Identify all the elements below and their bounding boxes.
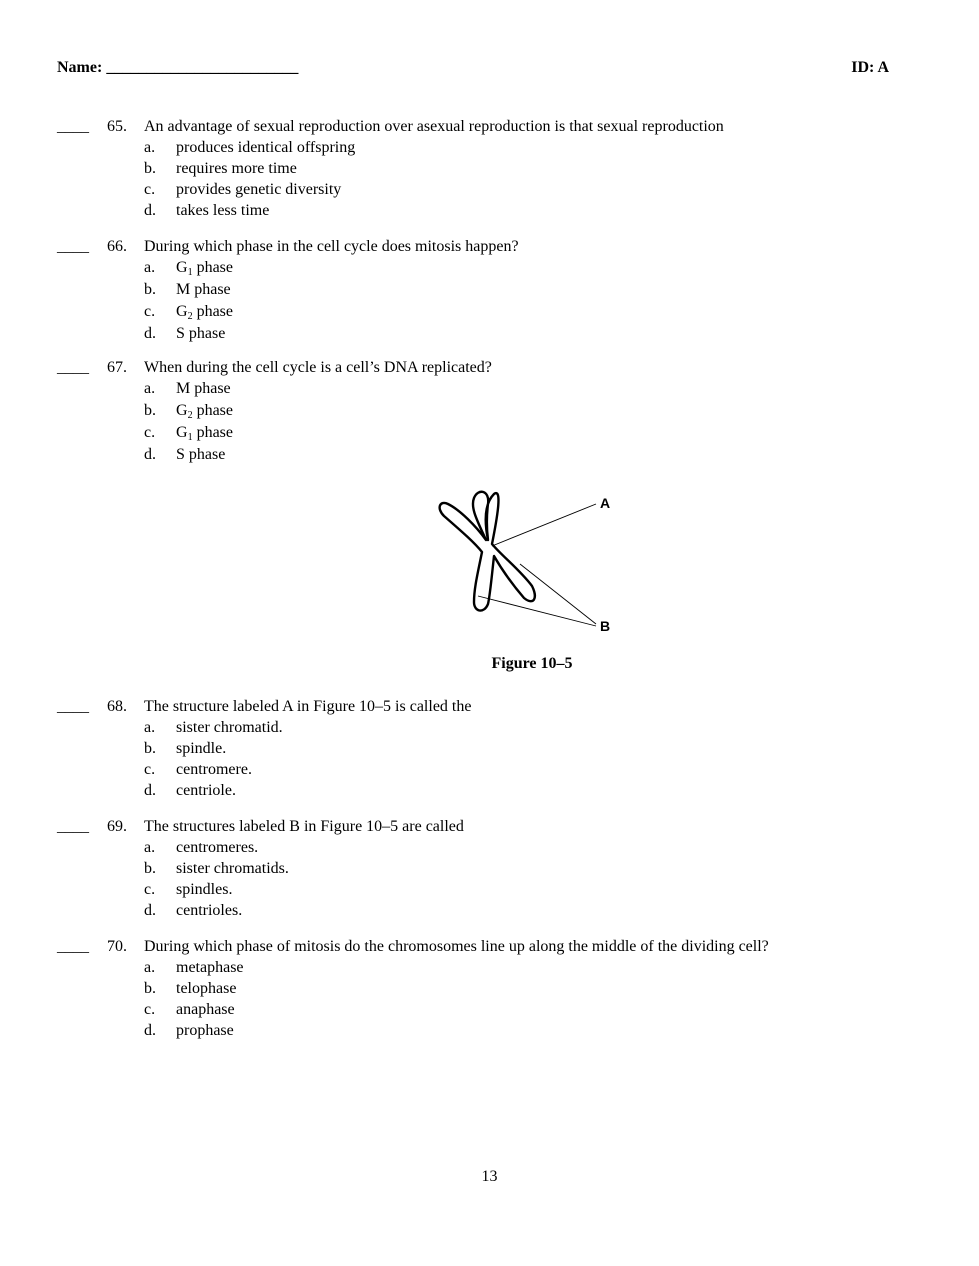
- option-text: metaphase: [176, 959, 244, 976]
- option-letter: c.: [144, 181, 156, 198]
- answer-blank[interactable]: ____: [57, 359, 89, 376]
- question-number: 67.: [107, 359, 127, 376]
- page-number: 13: [481, 1168, 498, 1185]
- option-text: takes less time: [176, 202, 270, 219]
- question-number: 70.: [107, 938, 127, 955]
- option-text: sister chromatid.: [176, 719, 283, 736]
- option-c: [57, 879, 897, 900]
- page-header: [57, 59, 889, 81]
- pointer-line-b-upper: [520, 564, 596, 624]
- option-letter: b.: [144, 281, 156, 298]
- option-a: [57, 957, 897, 978]
- question-66: [57, 236, 897, 345]
- option-text: produces identical offspring: [176, 139, 356, 156]
- option-text: $G_1$ phase: [176, 424, 233, 443]
- option-text: centromeres.: [176, 839, 259, 856]
- option-text: M phase: [176, 281, 231, 298]
- question-text: An advantage of sexual reproduction over asexual reproduction is that sexual reproduction: [144, 118, 724, 135]
- answer-blank[interactable]: ____: [57, 698, 89, 715]
- option-letter: c.: [144, 761, 156, 778]
- option-letter: d.: [144, 446, 156, 463]
- option-letter: d.: [144, 325, 156, 342]
- option-text: requires more time: [176, 160, 297, 177]
- question-text: During which phase of mitosis do the chromosomes line up along the middle of the dividing cell?: [144, 938, 769, 955]
- id-label: ID: A: [851, 59, 889, 76]
- answer-blank[interactable]: ____: [57, 938, 89, 955]
- question-67: [57, 357, 897, 466]
- question-69: [57, 816, 897, 921]
- option-d: [57, 323, 897, 345]
- option-d: [57, 780, 897, 801]
- question-number: 68.: [107, 698, 127, 715]
- option-text: prophase: [176, 1022, 234, 1039]
- option-letter: a.: [144, 959, 156, 976]
- option-letter: b.: [144, 740, 156, 757]
- option-letter: c.: [144, 881, 156, 898]
- option-a: [57, 378, 897, 400]
- option-text: $G_2$ phase: [176, 303, 233, 322]
- option-text: sister chromatids.: [176, 860, 289, 877]
- option-d: [57, 200, 897, 221]
- option-letter: b.: [144, 860, 156, 877]
- name-label: Name: ________________________: [57, 59, 299, 76]
- option-d: [57, 444, 897, 466]
- answer-blank[interactable]: ____: [57, 118, 89, 135]
- chromosome-figure: [430, 484, 620, 640]
- question-text: When during the cell cycle is a cell’s DNA replicated?: [144, 359, 492, 376]
- option-text: S phase: [176, 325, 226, 342]
- option-text: centriole.: [176, 782, 236, 799]
- option-text: M phase: [176, 380, 231, 397]
- question-text: During which phase in the cell cycle does mitosis happen?: [144, 238, 519, 255]
- option-c: [57, 179, 897, 200]
- option-d: [57, 1020, 897, 1041]
- option-text: S phase: [176, 446, 226, 463]
- option-text: $G_1$ phase: [176, 259, 233, 278]
- option-letter: a.: [144, 839, 156, 856]
- option-b: [57, 738, 897, 759]
- question-68: [57, 696, 897, 801]
- answer-blank[interactable]: ____: [57, 818, 89, 835]
- option-text: spindle.: [176, 740, 227, 757]
- option-c: [57, 999, 897, 1020]
- option-letter: a.: [144, 259, 156, 276]
- option-c: [57, 422, 897, 444]
- pointer-line-a: [492, 504, 596, 546]
- option-a: [57, 257, 897, 279]
- question-65: [57, 116, 897, 221]
- option-text: anaphase: [176, 1001, 235, 1018]
- option-letter: c.: [144, 1001, 156, 1018]
- figure-label-b: B: [600, 618, 611, 634]
- option-letter: b.: [144, 980, 156, 997]
- question-text: The structure labeled A in Figure 10–5 is called the: [144, 698, 472, 715]
- option-letter: b.: [144, 160, 156, 177]
- chromosome-outline: [440, 492, 535, 611]
- option-b: [57, 158, 897, 179]
- figure-label-a: A: [600, 495, 611, 511]
- option-b: [57, 858, 897, 879]
- option-a: [57, 717, 897, 738]
- option-letter: d.: [144, 202, 156, 219]
- option-letter: d.: [144, 1022, 156, 1039]
- option-d: [57, 900, 897, 921]
- option-letter: d.: [144, 902, 156, 919]
- option-a: [57, 137, 897, 158]
- option-letter: a.: [144, 380, 156, 397]
- option-b: [57, 400, 897, 422]
- option-b: [57, 279, 897, 301]
- option-b: [57, 978, 897, 999]
- question-70: [57, 936, 897, 1041]
- option-text: centromere.: [176, 761, 252, 778]
- question-number: 65.: [107, 118, 127, 135]
- option-c: [57, 301, 897, 323]
- option-letter: c.: [144, 424, 156, 441]
- option-text: provides genetic diversity: [176, 181, 342, 198]
- pointer-line-b-lower: [478, 596, 596, 626]
- option-c: [57, 759, 897, 780]
- option-text: telophase: [176, 980, 237, 997]
- option-text: $G_2$ phase: [176, 402, 233, 421]
- answer-blank[interactable]: ____: [57, 238, 89, 255]
- figure-caption: Figure 10–5: [491, 655, 573, 672]
- option-letter: a.: [144, 719, 156, 736]
- option-text: spindles.: [176, 881, 233, 898]
- option-letter: c.: [144, 303, 156, 320]
- question-number: 69.: [107, 818, 127, 835]
- option-a: [57, 837, 897, 858]
- option-text: centrioles.: [176, 902, 243, 919]
- question-text: The structures labeled B in Figure 10–5 are called: [144, 818, 464, 835]
- option-letter: d.: [144, 782, 156, 799]
- option-letter: a.: [144, 139, 156, 156]
- option-letter: b.: [144, 402, 156, 419]
- question-number: 66.: [107, 238, 127, 255]
